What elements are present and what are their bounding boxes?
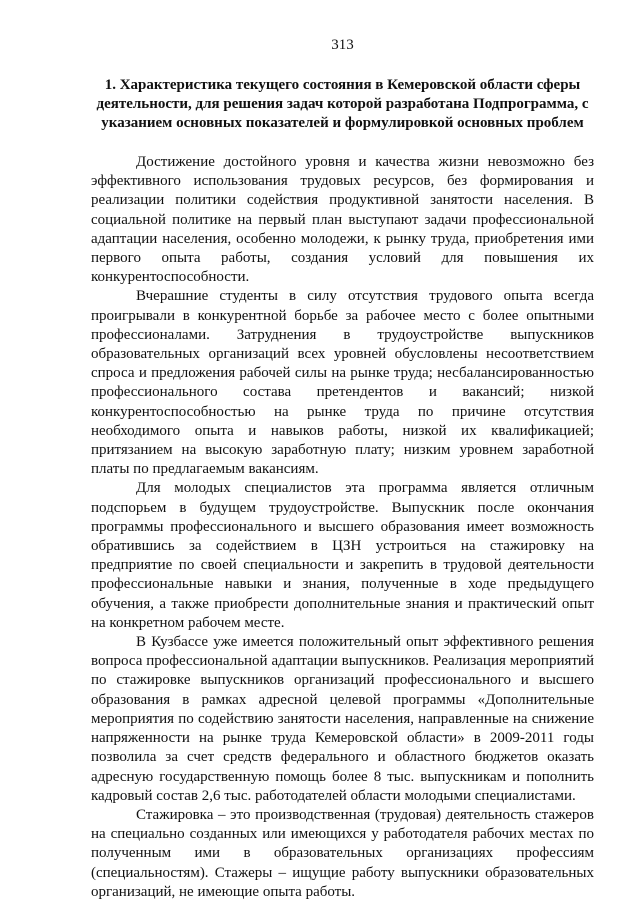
page-number: 313 xyxy=(331,37,354,53)
document-page xyxy=(91,36,594,902)
paragraph-3: Для молодых специалистов эта программа является отличным подспорьем в будущем трудоустройстве. Выпускник после окончания программы профессионального и высшего образования имеет возможность обратившись за содействием в ЦЗН устроиться на стажировку на предприятие по своей специальности и закрепить в трудовой деятельности профессиональные навыки и знания, полученные в ходе предыдущего обучения, а также приобрести дополнительные знания и практический опыт на конкретном рабочем месте. xyxy=(91,480,594,631)
paragraph-5: Стажировка – это производственная (трудовая) деятельность стажеров на специально созданных или имеющихся у работодателя рабочих местах по полученным ими в образовательных организациях профессиям (специальностям). Стажеры – ищущие работу выпускники образовательных организаций, не имеющие опыта работы. xyxy=(91,806,594,900)
paragraph-1: Достижение достойного уровня и качества жизни невозможно без эффективного использования трудовых ресурсов, без формирования и реализации политики содействия продуктивной занятости населения. В социальной политике на первый план выступают задачи профессиональной адаптации населения, особенно молодежи, к рынку труда, приобретения ими первого опыта работы, создания условий для повышения их конкурентоспособности. xyxy=(91,154,594,286)
paragraph-4: В Кузбассе уже имеется положительный опыт эффективного решения вопроса профессиональной адаптации выпускников. Реализация мероприятий по стажировке выпускников организаций профессионального и высшего образования в рамках адресной целевой программы «Дополнительные мероприятия по содействию занятости населения, направленные на снижение напряженности на рынке труда Кемеровской области» в 2009-2011 годы позволила за счет средств федерального и областного бюджетов оказать адресную государственную помощь более 8 тыс. выпускникам и пополнить кадровый состав 2,6 тыс. работодателей области молодыми специалистами. xyxy=(91,634,594,804)
section-heading: 1. Характеристика текущего состояния в Кемеровской области сферы деятельности, для решения задач которой разработана Подпрограмма, с указанием основных показателей и формулировкой основных проблем xyxy=(96,77,589,131)
paragraph-2: Вчерашние студенты в силу отсутствия трудового опыта всегда проигрывали в конкурентной борьбе за рабочее место с более опытными профессионалами. Затруднения в трудоустройстве выпускников образовательных организаций всех уровней обусловлены несоответствием спроса и предложения рабочей силы на рынке труда; несбалансированностью профессионального состава претендентов и вакансий; низкой конкурентоспособностью на рынке труда по причине отсутствия необходимого опыта и навыков работы, низкой их квалификацией; притязанием на высокую заработную плату; низким уровнем заработной платы по предлагаемым вакансиям. xyxy=(91,288,594,478)
